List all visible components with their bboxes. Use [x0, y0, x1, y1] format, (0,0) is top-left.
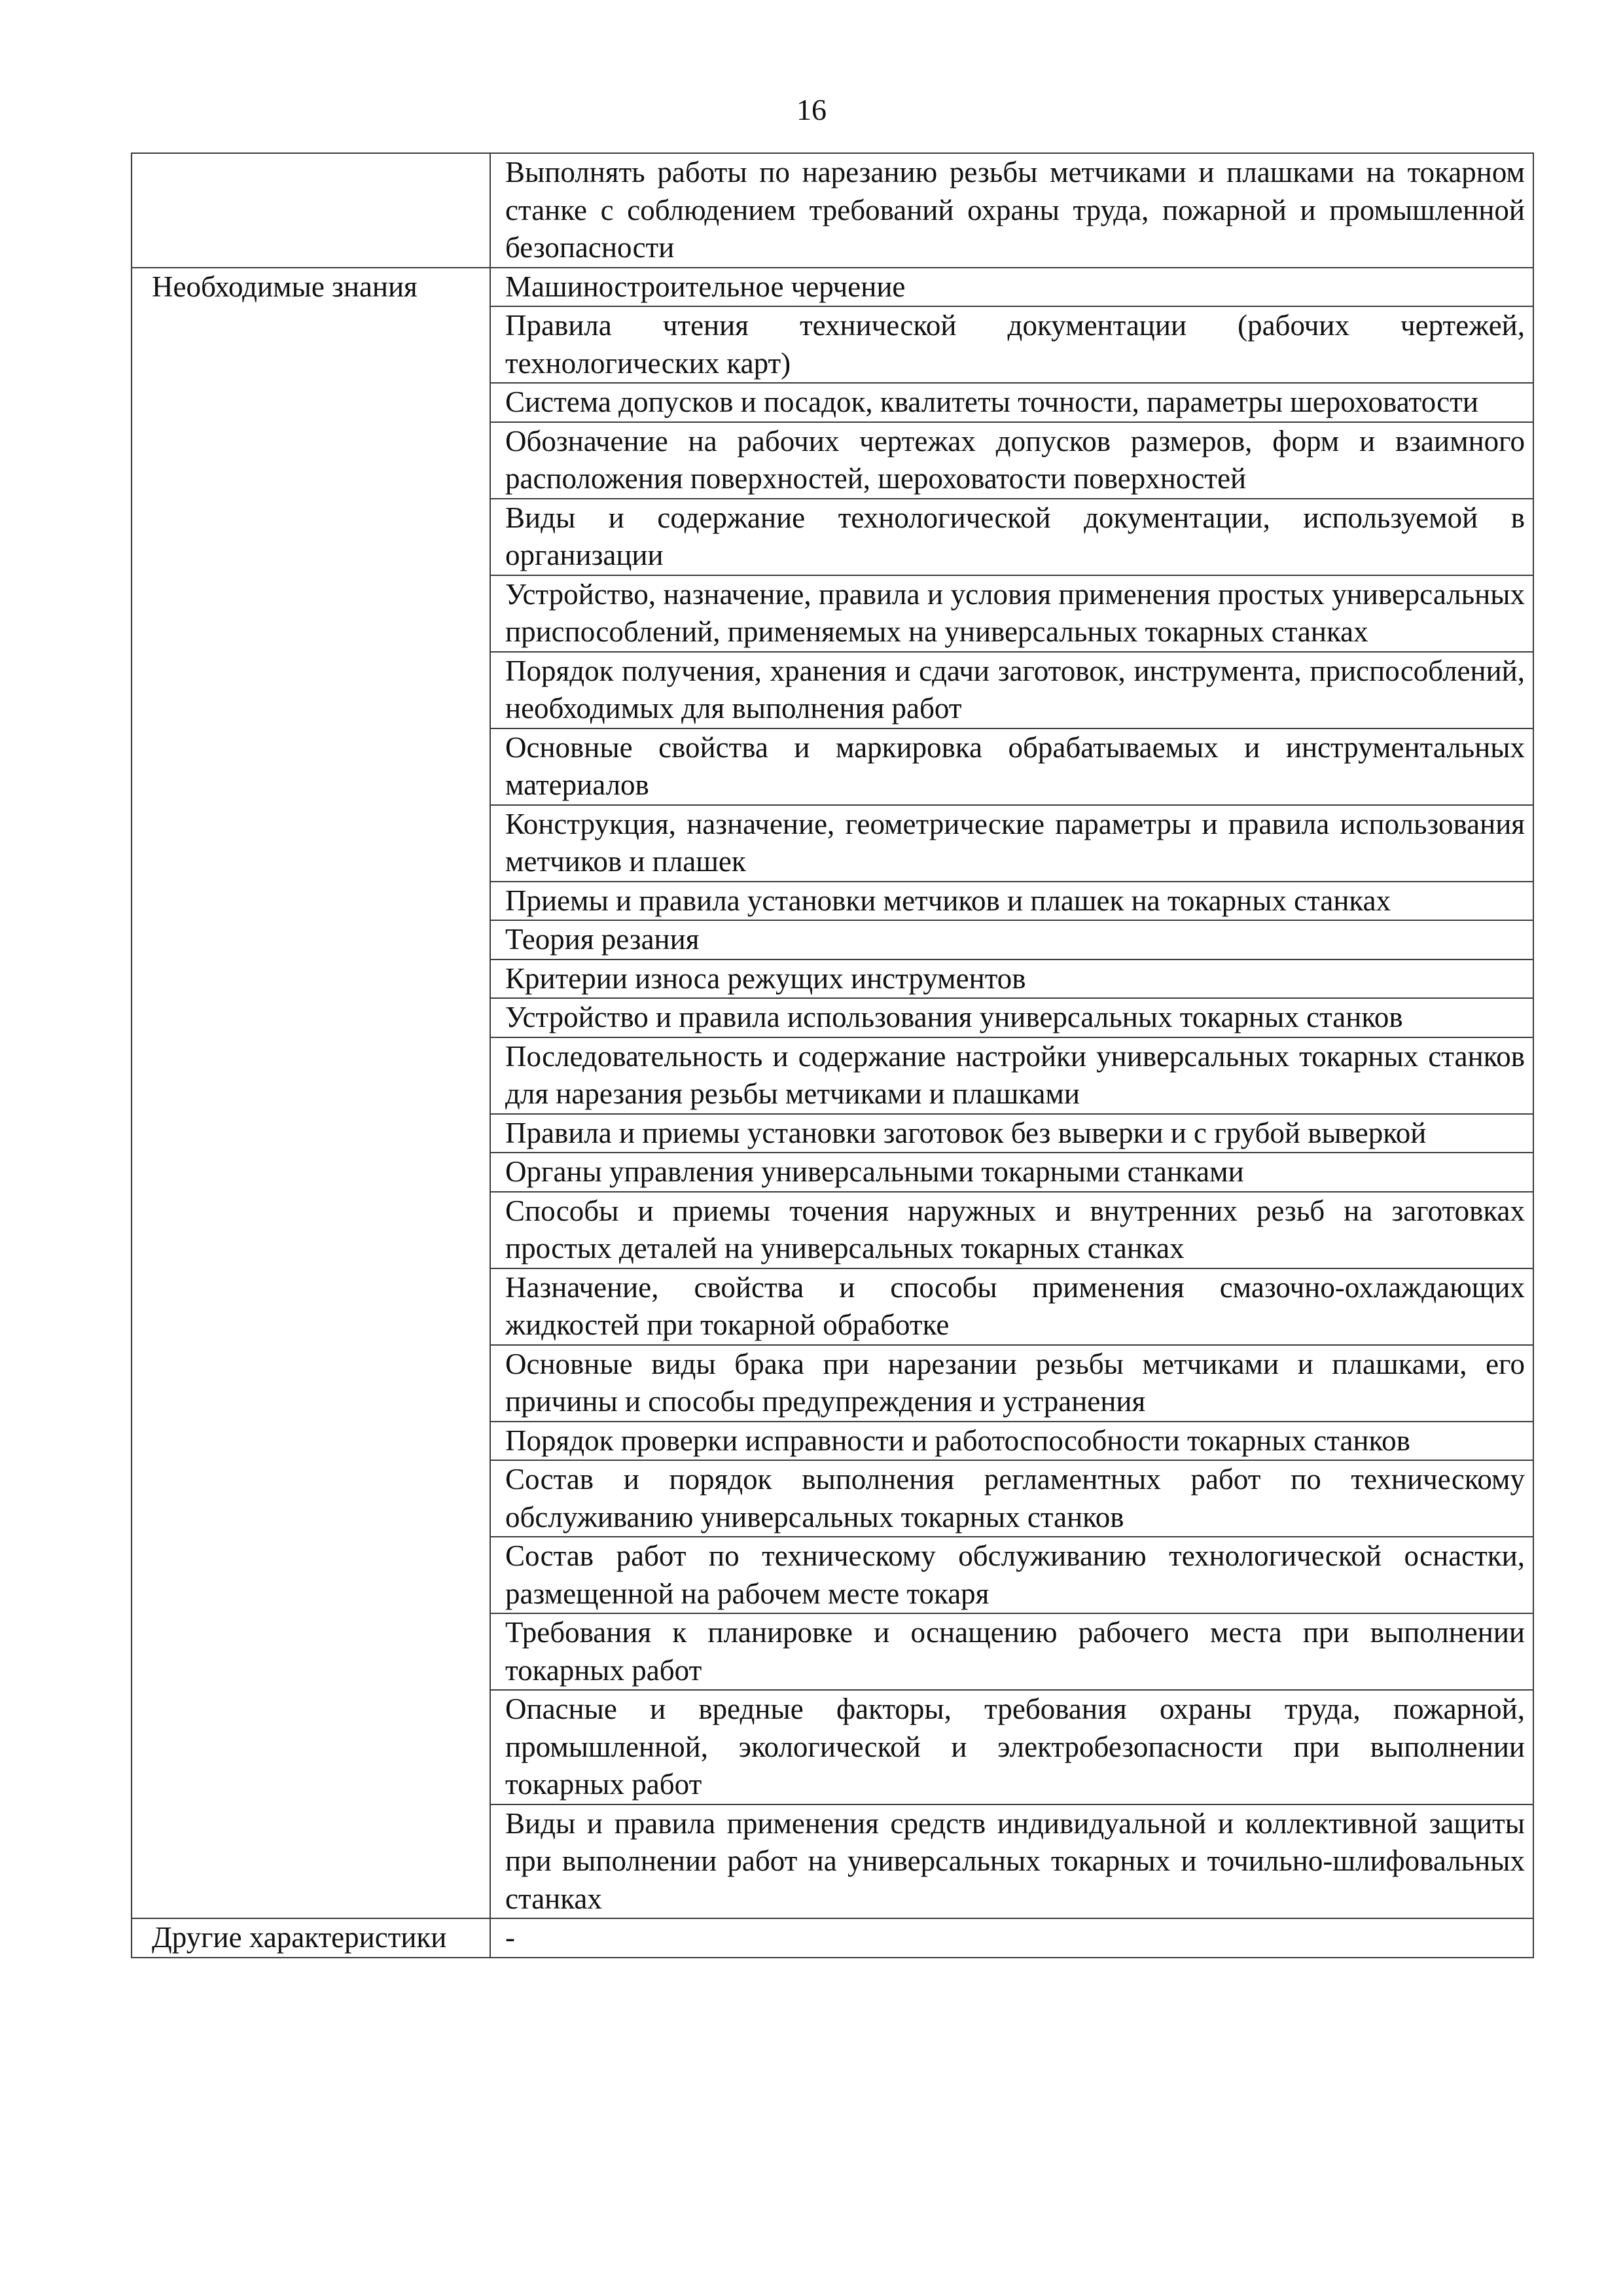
knowledge-item: Порядок получения, хранения и сдачи заготовок, инструмента, приспособлений, необходимых для выполнения работ — [490, 652, 1533, 728]
other-characteristics-label: Другие характеристики — [132, 1918, 490, 1958]
knowledge-item: Машиностроительное черчение — [490, 268, 1533, 307]
knowledge-item: Критерии износа режущих инструментов — [490, 960, 1533, 999]
competency-table — [131, 152, 1534, 1958]
knowledge-item: Состав работ по техническому обслуживанию технологической оснастки, размещенной на рабочем месте токаря — [490, 1537, 1533, 1613]
knowledge-item: Устройство, назначение, правила и условия применения простых универсальных приспособлений, применяемых на универсальных токарных станках — [490, 575, 1533, 652]
knowledge-item: Опасные и вредные факторы, требования охраны труда, пожарной, промышленной, экологической и электробезопасности при выполнении токарных работ — [490, 1690, 1533, 1804]
knowledge-item: Основные свойства и маркировка обрабатываемых и инструментальных материалов — [490, 728, 1533, 805]
knowledge-item: Требования к планировке и оснащению рабочего места при выполнении токарных работ — [490, 1613, 1533, 1690]
knowledge-item: Последовательность и содержание настройки универсальных токарных станков для нарезания резьбы метчиками и плашками — [490, 1037, 1533, 1114]
knowledge-item: Назначение, свойства и способы применения смазочно-охлаждающих жидкостей при токарной обработке — [490, 1268, 1533, 1345]
knowledge-item: Состав и порядок выполнения регламентных работ по техническому обслуживанию универсальных токарных станков — [490, 1460, 1533, 1537]
table-row — [132, 153, 1533, 268]
knowledge-item: Виды и содержание технологической документации, используемой в организации — [490, 499, 1533, 575]
table-row — [132, 1918, 1533, 1958]
knowledge-item: Приемы и правила установки метчиков и плашек на токарных станках — [490, 882, 1533, 921]
other-characteristics-value: - — [490, 1918, 1533, 1958]
knowledge-item: Виды и правила применения средств индивидуальной и коллективной защиты при выполнении работ на универсальных токарных и точильно-шлифовальных станках — [490, 1804, 1533, 1919]
knowledge-item: Теория резания — [490, 920, 1533, 960]
knowledge-item: Обозначение на рабочих чертежах допусков размеров, форм и взаимного расположения поверхностей, шероховатости поверхностей — [490, 422, 1533, 499]
knowledge-item: Порядок проверки исправности и работоспособности токарных станков — [490, 1422, 1533, 1461]
knowledge-item: Способы и приемы точения наружных и внутренних резьб на заготовках простых деталей на универсальных токарных станках — [490, 1192, 1533, 1268]
page-number: 16 — [796, 93, 827, 126]
labor-action-cell: Выполнять работы по нарезанию резьбы метчиками и плашками на токарном станке с соблюдением требований охраны труда, пожарной и промышленной безопасности — [490, 153, 1533, 268]
table-row — [132, 268, 1533, 307]
knowledge-item: Основные виды брака при нарезании резьбы метчиками и плашками, его причины и способы предупреждения и устранения — [490, 1345, 1533, 1422]
knowledge-item: Конструкция, назначение, геометрические параметры и правила использования метчиков и плашек — [490, 805, 1533, 882]
knowledge-item: Система допусков и посадок, квалитеты точности, параметры шероховатости — [490, 383, 1533, 422]
empty-label-cell — [132, 153, 490, 268]
knowledge-item: Органы управления универсальными токарными станками — [490, 1153, 1533, 1192]
knowledge-item: Правила чтения технической документации (рабочих чертежей, технологических карт) — [490, 306, 1533, 383]
knowledge-item: Устройство и правила использования универсальных токарных станков — [490, 998, 1533, 1037]
knowledge-item: Правила и приемы установки заготовок без выверки и с грубой выверкой — [490, 1114, 1533, 1153]
required-knowledge-label: Необходимые знания — [132, 268, 490, 1919]
